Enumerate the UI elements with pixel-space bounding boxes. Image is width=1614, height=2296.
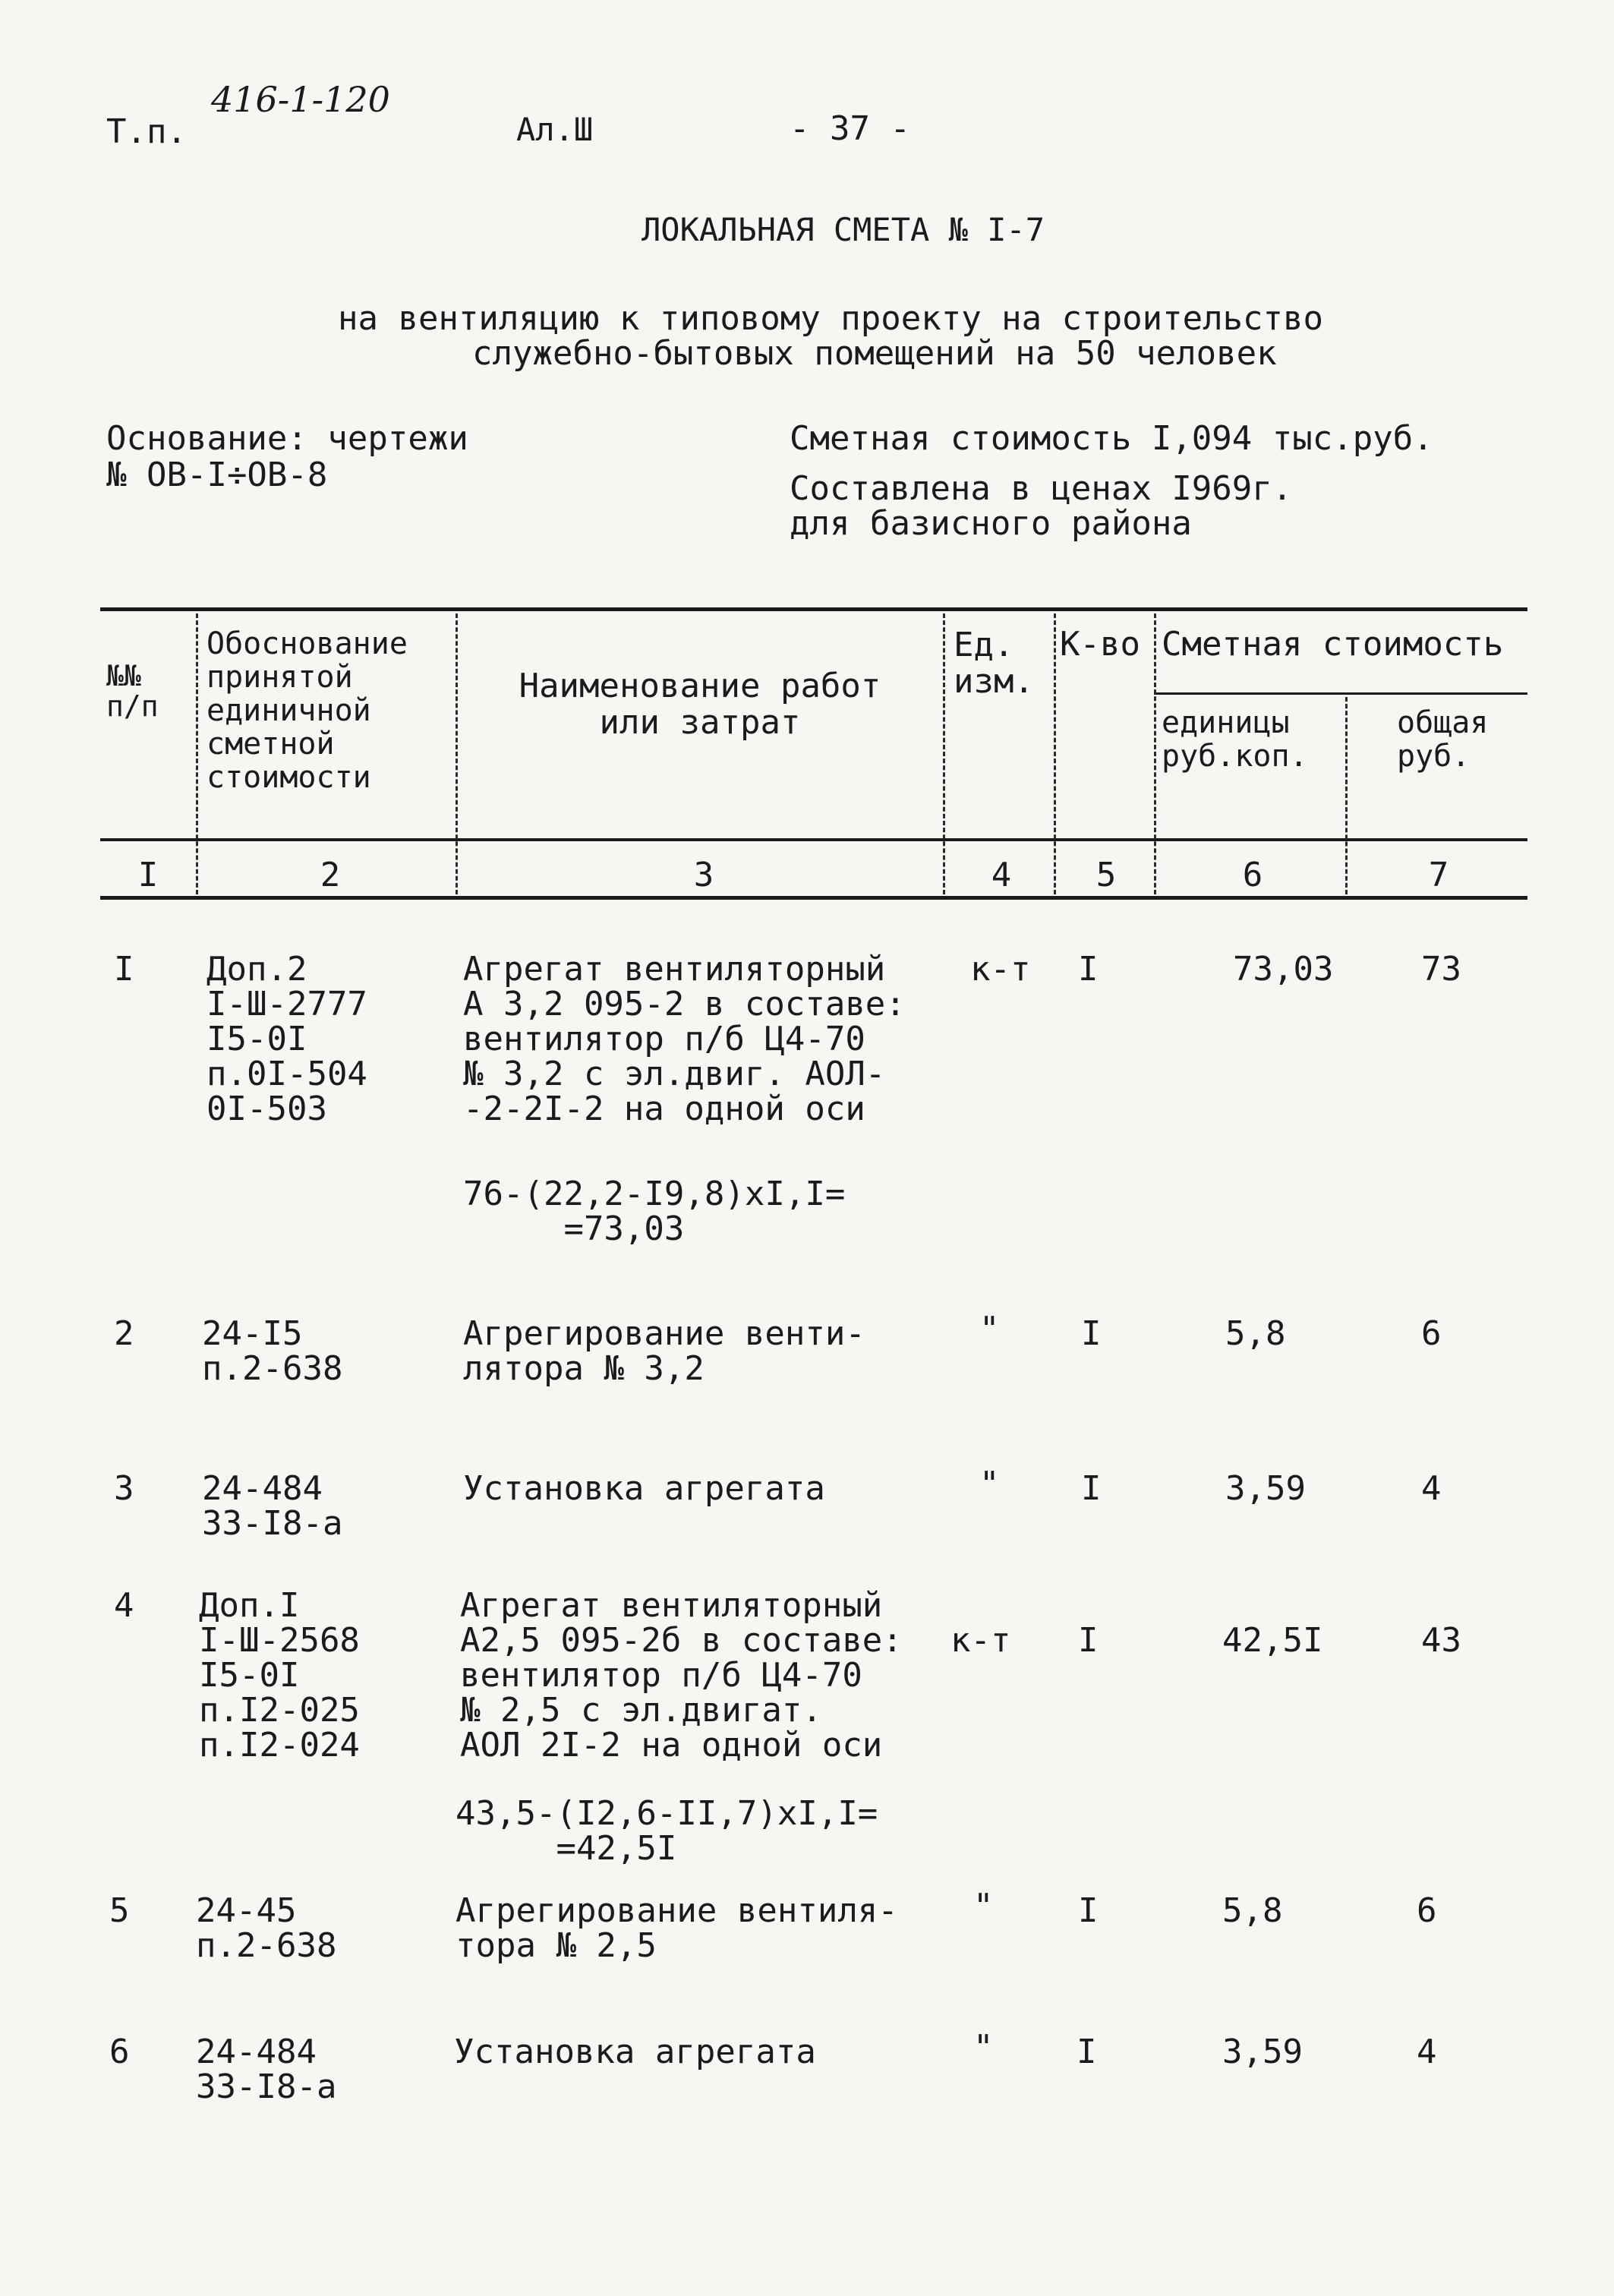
row-basis: Доп.I I-Ш-2568 I5-0I п.I2-025 п.I2-024 — [199, 1586, 360, 1765]
column-separator — [1054, 613, 1056, 894]
column-separator — [456, 613, 458, 894]
row-basis: Доп.2 I-Ш-2777 I5-0I п.0I-504 0I-503 — [206, 950, 367, 1128]
header-qty: К-во — [1060, 625, 1140, 664]
header-bottom-rule — [100, 838, 1527, 841]
row-cost-total: 4 — [1421, 1469, 1442, 1508]
row-cost-total: 6 — [1417, 1891, 1437, 1930]
row-qty: I — [1081, 1469, 1102, 1508]
row-unit: " — [973, 1887, 994, 1925]
row-unit: " — [979, 1465, 1000, 1503]
row-name: Агрегат вентиляторный А 3,2 095-2 в составе: вентилятор п/б Ц4-70 № 3,2 с эл.двиг. АОЛ- -2-2I-2 на одной оси — [463, 950, 906, 1128]
row-calc: 76-(22,2-I9,8)xI,I= =73,03 — [463, 1175, 846, 1248]
tp-number-handwritten: 416-1-120 — [211, 79, 390, 120]
row-cost-unit: 3,59 — [1222, 2033, 1303, 2071]
col-number: 2 — [320, 856, 341, 894]
col-number: 3 — [693, 856, 714, 894]
prices-line-1: Составлена в ценах I969г. — [790, 469, 1293, 508]
row-qty: I — [1078, 1621, 1099, 1660]
basis-line-1: Основание: чертежи — [106, 419, 468, 458]
row-cost-unit: 5,8 — [1222, 1891, 1283, 1930]
row-num: 5 — [109, 1891, 130, 1930]
row-num: 3 — [114, 1469, 134, 1508]
column-separator — [1345, 697, 1348, 894]
document-title: ЛОКАЛЬНАЯ СМЕТА № I-7 — [642, 211, 1045, 248]
page-number: - 37 - — [790, 109, 910, 148]
header-basis: Обоснование принятой единичной сметной стоимости — [206, 626, 408, 795]
row-num: I — [114, 950, 134, 989]
row-qty: I — [1078, 1891, 1099, 1930]
subtitle-line-2: служебно-бытовых помещений на 50 человек — [472, 334, 1277, 373]
tp-label: Т.п. — [106, 112, 187, 151]
column-separator — [943, 613, 945, 894]
row-basis: 24-45 п.2-638 — [196, 1891, 337, 1965]
column-numbers-rule — [100, 896, 1527, 900]
col-number: 6 — [1242, 856, 1263, 894]
col-number: I — [137, 856, 159, 894]
col-number: 7 — [1428, 856, 1449, 894]
row-qty: I — [1078, 950, 1099, 989]
row-qty: I — [1081, 1314, 1102, 1353]
row-unit: к-т — [950, 1621, 1011, 1660]
col-number: 4 — [991, 856, 1012, 894]
row-cost-unit: 42,5I — [1222, 1621, 1323, 1660]
row-cost-total: 43 — [1421, 1621, 1461, 1660]
row-name: Агрегирование вентиля- тора № 2,5 — [456, 1891, 898, 1965]
row-name: Установка агрегата — [463, 1469, 825, 1508]
album-label: Ал.Ш — [516, 111, 594, 148]
column-separator — [196, 613, 198, 894]
row-calc: 43,5-(I2,6-II,7)xI,I= =42,5I — [456, 1794, 878, 1868]
row-unit: " — [979, 1310, 1000, 1348]
basis-line-2: № ОВ-I÷ОВ-8 — [106, 456, 328, 494]
header-name: Наименование работ или затрат — [519, 667, 881, 742]
row-qty: I — [1077, 2033, 1097, 2071]
header-num: №№ п/п — [106, 659, 159, 723]
header-cost: Сметная стоимость — [1162, 625, 1504, 664]
row-name: Агрегат вентиляторный А2,5 095-2б в составе: вентилятор п/б Ц4-70 № 2,5 с эл.двигат. АОЛ 2I-2 на одной оси — [460, 1586, 903, 1765]
row-cost-total: 73 — [1421, 950, 1461, 989]
row-cost-unit: 73,03 — [1233, 950, 1334, 989]
col-number: 5 — [1095, 856, 1117, 894]
row-basis: 24-I5 п.2-638 — [202, 1314, 343, 1388]
row-cost-total: 4 — [1417, 2033, 1437, 2071]
row-num: 2 — [114, 1314, 134, 1353]
header-cost-unit: единицы руб.коп. — [1162, 705, 1308, 774]
row-unit: к-т — [970, 950, 1031, 989]
row-num: 6 — [109, 2033, 130, 2071]
estimated-cost: Сметная стоимость I,094 тыс.руб. — [790, 419, 1433, 458]
row-cost-unit: 5,8 — [1225, 1314, 1286, 1353]
row-basis: 24-484 33-I8-а — [196, 2033, 337, 2106]
row-cost-total: 6 — [1421, 1314, 1442, 1353]
cost-subheader-rule — [1154, 692, 1527, 695]
row-name: Установка агрегата — [454, 2033, 816, 2071]
header-cost-total: общая руб. — [1397, 705, 1489, 774]
header-unit: Ед. изм. — [954, 626, 1034, 701]
row-cost-unit: 3,59 — [1225, 1469, 1306, 1508]
subtitle-line-1: на вентиляцию к типовому проекту на строительство — [338, 299, 1324, 338]
table-top-rule — [100, 607, 1527, 611]
row-num: 4 — [114, 1586, 134, 1625]
prices-line-2: для базисного района — [790, 504, 1192, 543]
row-basis: 24-484 33-I8-а — [202, 1469, 343, 1543]
row-unit: " — [973, 2028, 994, 2067]
row-name: Агрегирование венти- лятора № 3,2 — [463, 1314, 865, 1388]
